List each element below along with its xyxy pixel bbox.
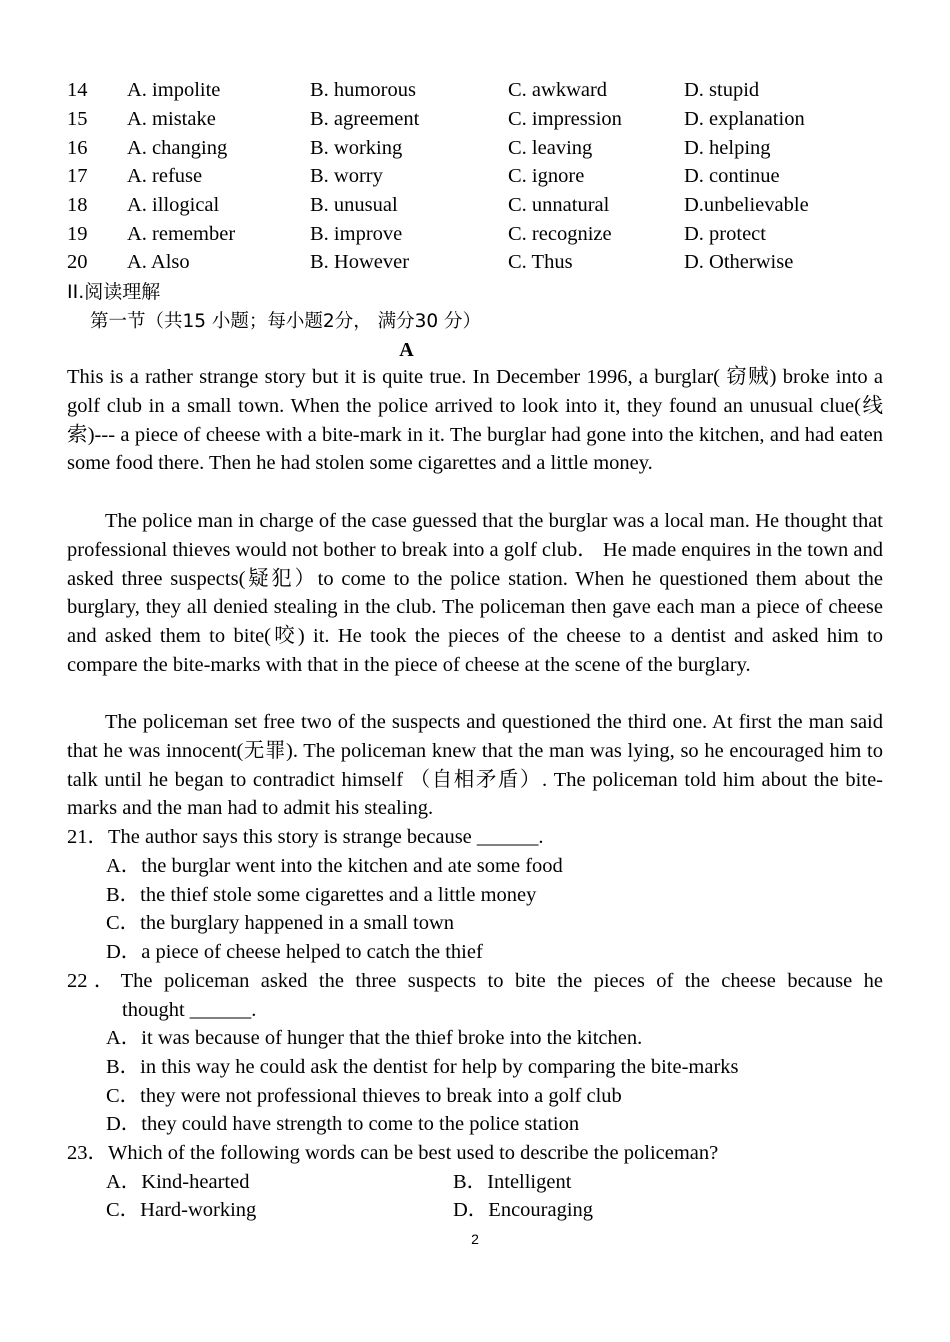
option-b: B. agreement [310, 108, 420, 130]
question-number: 20 [67, 251, 88, 273]
passage-title: A [399, 339, 414, 361]
cloze-row-18 [67, 191, 897, 220]
passage-paragraph-2: The police man in charge of the case guessed that the burglar was a local man. He thought that professional thieves would not bother to break into a golf club． He made enquires in the town and asked three suspects(疑犯）to come to the police station. When he questioned them about the burglary, they all denied stealing in the club. The policeman then gave each man a piece of cheese and asked them to bite(咬) it. He took the pieces of the cheese to a dentist and asked him to compare the bite-marks with that in the piece of cheese at the scene of the burglary. [67, 510, 883, 676]
question-21-option-a: A．the burglar went into the kitchen and ate some food [106, 855, 563, 877]
passage-paragraph-1: This is a rather strange story but it is quite true. In December 1996, a burglar( 窃贼) broke into a golf club in a small town. When the police arrived to look into it, they found an unusual clue(线索)--- a piece of cheese with a bite-mark in it. The burglar had gone into the kitchen, and had eaten some food there. Then he had stolen some cigarettes and a little money. [67, 366, 883, 475]
question-22-stem: 22．The policeman asked the three suspects to bite the pieces of the cheese because he [67, 970, 883, 992]
question-number: 16 [67, 137, 88, 159]
cloze-row-19 [67, 220, 897, 249]
question-21-option-b: B．the thief stole some cigarettes and a little money [106, 884, 537, 906]
option-d: D. protect [684, 223, 766, 245]
option-a: A. Also [127, 251, 190, 273]
cloze-row-14 [67, 76, 897, 105]
question-number: 15 [67, 108, 88, 130]
option-a: A. remember [127, 223, 236, 245]
option-c: C. leaving [508, 137, 593, 159]
passage-paragraph-3: The policeman set free two of the suspects and questioned the third one. At first the man said that he was innocent(无罪). The policeman knew that the man was lying, so he encouraged him to talk until he began to contradict himself （自相矛盾）. The policeman told him about the bite-marks and the man had to admit his stealing. [67, 711, 883, 820]
option-b: B. worry [310, 165, 383, 187]
question-number: 19 [67, 223, 88, 245]
option-a: A. refuse [127, 165, 203, 187]
page-number: 2 [471, 1231, 479, 1247]
cloze-row-16 [67, 134, 897, 163]
question-22-option-d: D．they could have strength to come to the police station [106, 1113, 580, 1135]
cloze-row-20 [67, 248, 897, 277]
option-a: A. illogical [127, 194, 220, 216]
option-b: B. However [310, 251, 410, 273]
option-b: B. improve [310, 223, 403, 245]
option-d: D. stupid [684, 79, 760, 101]
section-subheading: 第一节（共15 小题；每小题2分， 满分30 分） [90, 311, 481, 332]
option-a: A. changing [127, 137, 228, 159]
option-c: C. ignore [508, 165, 585, 187]
option-d: D. helping [684, 137, 771, 159]
question-number: 14 [67, 79, 88, 101]
option-b: B. humorous [310, 79, 416, 101]
option-c: C. Thus [508, 251, 573, 273]
question-23-option-d: D．Encouraging [453, 1199, 594, 1221]
option-a: A. impolite [127, 79, 221, 101]
question-number: 17 [67, 165, 88, 187]
option-d: D. continue [684, 165, 780, 187]
option-c: C. awkward [508, 79, 608, 101]
question-21-option-d: D．a piece of cheese helped to catch the thief [106, 941, 483, 963]
question-22-stem-cont: thought ______. [122, 999, 257, 1021]
option-a: A. mistake [127, 108, 216, 130]
option-d: D. Otherwise [684, 251, 794, 273]
cloze-row-15 [67, 105, 897, 134]
question-22-option-c: C．they were not professional thieves to break into a golf club [106, 1085, 622, 1107]
option-d: D.unbelievable [684, 194, 809, 216]
option-d: D. explanation [684, 108, 805, 130]
question-21-option-c: C．the burglary happened in a small town [106, 912, 455, 934]
cloze-row-17 [67, 162, 897, 191]
option-c: C. recognize [508, 223, 612, 245]
question-21-stem: 21．The author says this story is strange because ______. [67, 826, 544, 848]
option-b: B. working [310, 137, 403, 159]
question-number: 18 [67, 194, 88, 216]
option-c: C. impression [508, 108, 622, 130]
option-b: B. unusual [310, 194, 398, 216]
section-heading: II.阅读理解 [67, 281, 161, 303]
question-23-option-c: C．Hard-working [106, 1199, 257, 1221]
question-22-option-b: B．in this way he could ask the dentist for help by comparing the bite-marks [106, 1056, 739, 1078]
question-23-option-b: B．Intelligent [453, 1171, 572, 1193]
option-c: C. unnatural [508, 194, 610, 216]
question-22-option-a: A．it was because of hunger that the thief broke into the kitchen. [106, 1027, 643, 1049]
question-23-option-a: A．Kind-hearted [106, 1171, 250, 1193]
question-23-stem: 23．Which of the following words can be best used to describe the policeman? [67, 1142, 719, 1164]
